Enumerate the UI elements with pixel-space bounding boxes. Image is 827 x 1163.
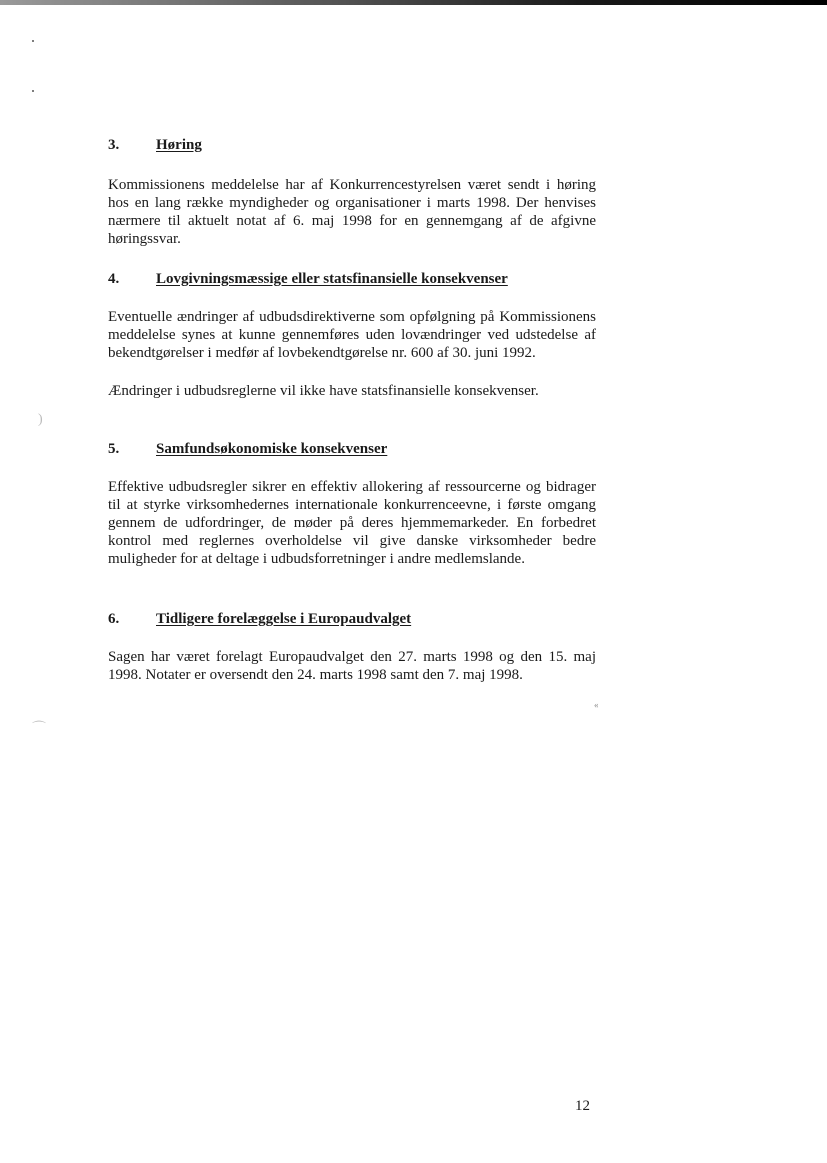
- paragraph: Ændringer i udbudsreglerne vil ikke have statsfinansielle konsekvenser.: [108, 383, 539, 399]
- section-number: 5.: [108, 441, 120, 457]
- paragraph: Effektive udbudsregler sikrer en effektiv allokering af ressourcerne og bidrager til at styrke virksomhedernes internationale konkurrenceevne, i første omgang gennem de udfordringer, de møder på deres hjemmemarkeder. En forbedret kontrol med reglernes overholdelse vil give danske virksomheder bedre muligheder for at deltage i udbudsforretninger i andre medlemslande.: [108, 479, 596, 567]
- section-heading: [108, 440, 596, 458]
- section-lovgivning: [108, 270, 596, 400]
- section-number: 3.: [108, 137, 120, 153]
- section-number: 6.: [108, 611, 120, 627]
- section-title: Tidligere forelæggelse i Europaudvalget: [156, 611, 412, 627]
- page-number: 12: [575, 1098, 590, 1114]
- scan-speck: [32, 90, 34, 92]
- paragraph: Eventuelle ændringer af udbudsdirektiverne som opfølgning på Kommissionens meddelelse synes at kunne gennemføres uden lovændringer ved udstedelse af bekendtgørelser i medfør af lovbekendtgørelse nr. 600 af 30. juni 1992.: [108, 309, 596, 361]
- scan-speck: [32, 40, 34, 42]
- margin-bracket-mark: ): [38, 412, 43, 427]
- margin-arc-mark: ⌒: [32, 722, 46, 737]
- section-europaudvalget: [108, 610, 596, 684]
- section-title: Høring: [156, 137, 202, 153]
- section-heading: [108, 610, 596, 628]
- section-title: Samfundsøkonomiske konsekvenser: [156, 441, 388, 457]
- section-samfundsokonomi: [108, 440, 596, 568]
- section-number: 4.: [108, 271, 120, 287]
- section-heading: [108, 270, 596, 288]
- section-heading: [108, 136, 596, 154]
- section-horing: [108, 136, 596, 248]
- paragraph: Kommissionens meddelelse har af Konkurrencestyrelsen været sendt i høring hos en lang række myndigheder og organisationer i marts 1998. Der henvises nærmere til aktuelt notat af 6. maj 1998 for en gennemgang af de afgivne høringssvar.: [108, 177, 596, 247]
- scan-artifact: «: [594, 700, 599, 710]
- scan-edge-bar: [0, 0, 827, 5]
- paragraph: Sagen har været forelagt Europaudvalget den 27. marts 1998 og den 15. maj 1998. Notater er oversendt den 24. marts 1998 samt den 7. maj 1998.: [108, 649, 596, 683]
- section-title: Lovgivningsmæssige eller statsfinansielle konsekvenser: [156, 271, 508, 287]
